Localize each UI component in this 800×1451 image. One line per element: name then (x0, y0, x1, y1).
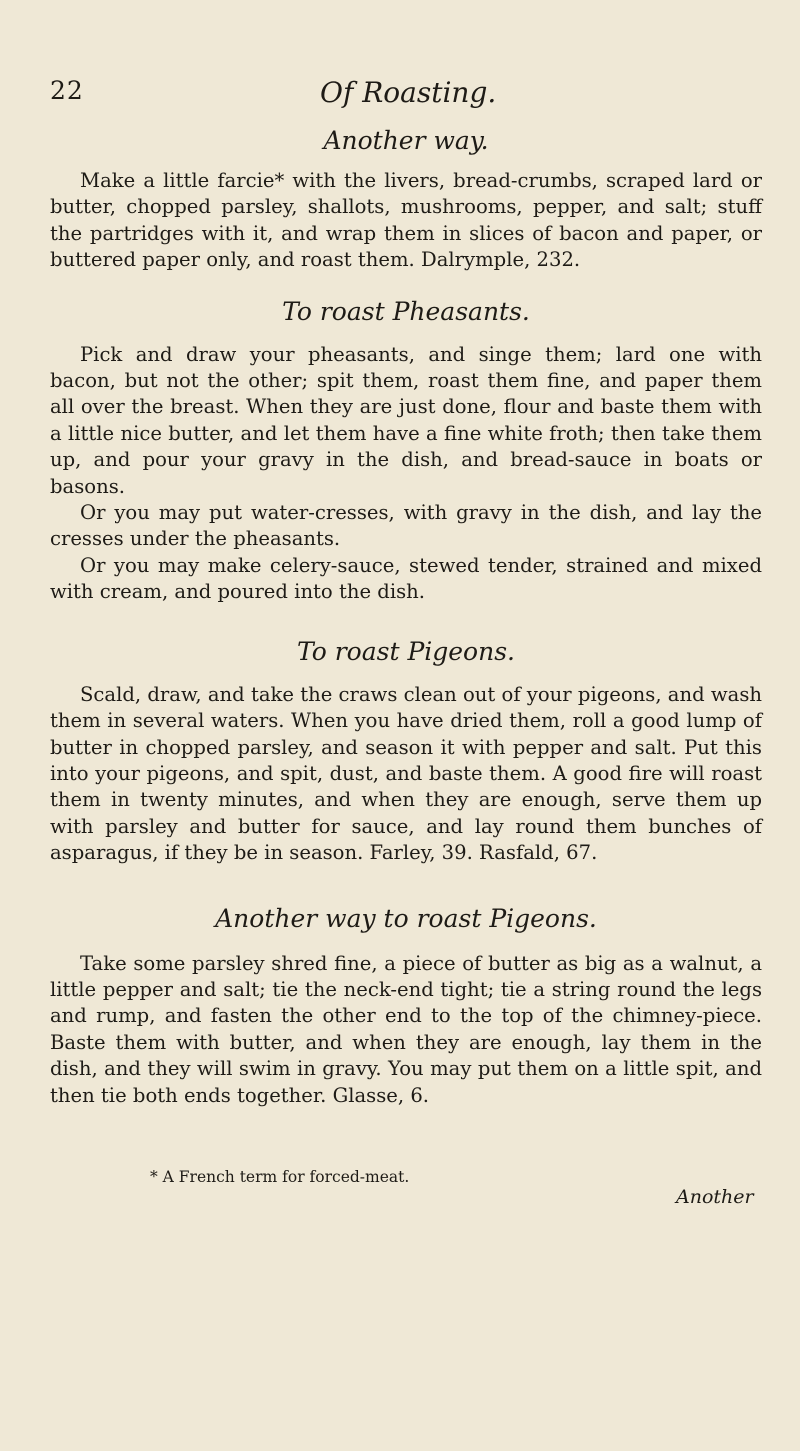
paragraph-pigeons-alternative: Take some parsley shred fine, a piece of butter as big as a walnut, a little pepper and salt; tie the neck-end tight; tie a string round the legs and rump, and fasten the other end to the top of the chimney-piece. Baste them with butter, and when they are enough, lay them in the dish, and they will swim in gravy. You may put them on a little spit, and then tie both ends together. Glasse, 6. (50, 951, 762, 1107)
footnote: * A French term for forced-meat. (150, 1168, 410, 1186)
section-heading-another-way: Another way. (323, 126, 489, 155)
paragraph-pheasants-celery: Or you may make celery-sauce, stewed tender, strained and mixed with cream, and poured into the dish. (50, 553, 762, 604)
section-heading-roast-pigeons: To roast Pigeons. (296, 636, 515, 666)
running-head (50, 76, 760, 112)
paragraph-pheasants-method: Pick and draw your pheasants, and singe them; lard one with bacon, but not the other; spit them, roast them fine, and paper them all over the breast. When they are just done, flour and baste them with a little nice butter, and let them have a fine white froth; then take them up, and pour your gravy in the dish, and bread-sauce in boats or basons. (50, 342, 762, 498)
page-number: 22 (50, 76, 84, 105)
page-body (50, 125, 762, 1109)
running-title: Of Roasting. (320, 76, 497, 109)
paragraph-farcie: Make a little farcie* with the livers, bread-crumbs, scraped lard or butter, chopped parsley, shallots, mushrooms, pepper, and salt; stuff the partridges with it, and wrap them in slices of bacon and paper, or buttered paper only, and roast them. Dalrymple, 232. (50, 169, 762, 272)
section-heading-another-way-pigeons: Another way to roast Pigeons. (215, 903, 597, 933)
catchword: Another (676, 1186, 754, 1208)
section-heading-roast-pheasants: To roast Pheasants. (282, 296, 530, 326)
paragraph-pigeons-method: Scald, draw, and take the craws clean out of your pigeons, and wash them in several waters. When you have dried them, roll a good lump of butter in chopped parsley, and season it with pepper and salt. Put this into your pigeons, and spit, dust, and baste them. A good fire will roast them in twenty minutes, and when they are enough, serve them up with parsley and butter for sauce, and lay round them bunches of asparagus, if they be in season. Farley, 39. Rasfald, 67. (50, 682, 762, 865)
paragraph-pheasants-cresses: Or you may put water-cresses, with gravy in the dish, and lay the cresses under the pheasants. (50, 501, 762, 551)
